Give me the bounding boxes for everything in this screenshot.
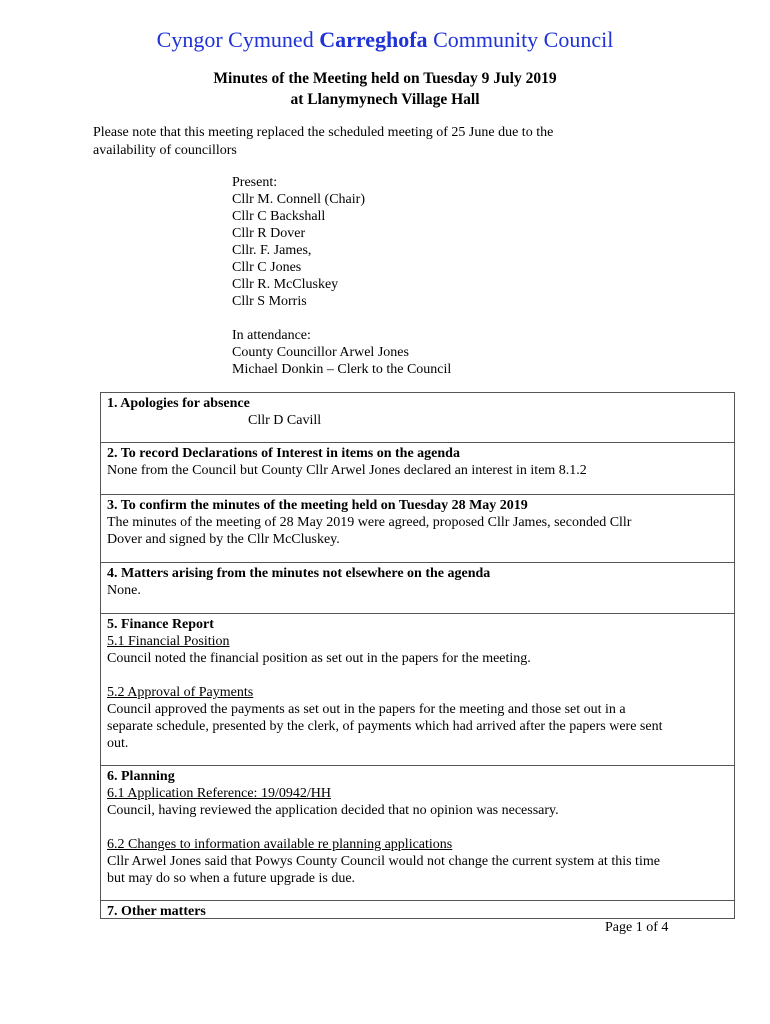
intro-note <box>93 124 653 160</box>
agenda-item-matters-arising <box>101 563 734 614</box>
apology-name: Cllr D Cavill <box>248 413 322 428</box>
present-member: Cllr M. Connell (Chair) <box>232 192 365 207</box>
present-label: Present: <box>232 175 278 190</box>
agenda-item-declarations <box>101 443 734 495</box>
meeting-heading-line2: at Llanymynech Village Hall <box>290 91 480 108</box>
agenda-item-text: Council noted the financial position as set out in the papers for the meeting. <box>107 651 531 666</box>
attendance-label: In attendance: <box>232 328 311 343</box>
agenda-item-heading: 6. Planning <box>107 769 175 784</box>
agenda-item-previous-minutes <box>101 495 734 563</box>
subsection-title <box>107 785 728 802</box>
present-member: Cllr R. McCluskey <box>232 277 339 292</box>
agenda-item-other-matters <box>101 901 734 919</box>
council-title-bold: Carreghofa <box>319 27 428 52</box>
subsection-title-text: 5.1 Financial Position <box>107 634 230 649</box>
present-member: Cllr C Backshall <box>232 209 326 224</box>
attendance-person: Michael Donkin – Clerk to the Council <box>232 362 452 377</box>
meeting-heading <box>0 68 770 110</box>
attendees-block <box>232 174 451 378</box>
spacer <box>107 819 728 836</box>
agenda-item-heading: 3. To confirm the minutes of the meeting held on Tuesday 28 May 2019 <box>107 498 528 513</box>
agenda-item-finance <box>101 614 734 766</box>
intro-note-line2: availability of councillors <box>93 143 237 158</box>
present-member: Cllr. F. James, <box>232 243 312 258</box>
agenda-item-apologies <box>101 393 734 443</box>
spacer <box>107 667 728 684</box>
subsection-title-text: 5.2 Approval of Payments <box>107 685 254 700</box>
agenda-item-heading: 4. Matters arising from the minutes not elsewhere on the agenda <box>107 566 491 581</box>
present-member: Cllr R Dover <box>232 226 306 241</box>
attendance-person: County Councillor Arwel Jones <box>232 345 409 360</box>
intro-note-line1: Please note that this meeting replaced the scheduled meeting of 25 June due to the <box>93 125 554 140</box>
agenda-item-text: None from the Council but County Cllr Arwel Jones declared an interest in item 8.1.2 <box>107 463 587 478</box>
agenda-item-text: The minutes of the meeting of 28 May 2019 were agreed, proposed Cllr James, seconded Cllr <box>107 515 632 530</box>
subsection-title <box>107 684 728 701</box>
subsection-title-text: 6.1 Application Reference: 19/0942/HH <box>107 786 331 801</box>
agenda-table <box>100 392 735 919</box>
present-member: Cllr S Morris <box>232 294 307 309</box>
agenda-item-text: Council, having reviewed the application decided that no opinion was necessary. <box>107 803 559 818</box>
agenda-item-heading: 2. To record Declarations of Interest in items on the agenda <box>107 446 460 461</box>
council-title-suffix: Community Council <box>427 27 614 52</box>
agenda-item-heading: 5. Finance Report <box>107 617 214 632</box>
agenda-item-planning <box>101 766 734 901</box>
agenda-item-text: out. <box>107 736 129 751</box>
council-title <box>0 26 770 54</box>
council-title-prefix: Cyngor Cymuned <box>156 27 320 52</box>
spacer <box>232 310 451 327</box>
agenda-item-text: Council approved the payments as set out in the papers for the meeting and those set out in a <box>107 702 626 717</box>
subsection-title <box>107 836 728 853</box>
agenda-item-text: but may do so when a future upgrade is due. <box>107 871 356 886</box>
agenda-item-text: Dover and signed by the Cllr McCluskey. <box>107 532 340 547</box>
page-number: Page 1 of 4 <box>605 920 669 935</box>
meeting-heading-line1: Minutes of the Meeting held on Tuesday 9 July 2019 <box>213 70 557 87</box>
agenda-item-text: None. <box>107 583 141 598</box>
agenda-item-text: Cllr Arwel Jones said that Powys County Council would not change the current system at this time <box>107 854 660 869</box>
agenda-item-heading: 1. Apologies for absence <box>107 396 250 411</box>
subsection-title-text: 6.2 Changes to information available re planning applications <box>107 837 453 852</box>
subsection-title <box>107 633 728 650</box>
agenda-item-heading: 7. Other matters <box>107 904 206 919</box>
agenda-item-text: separate schedule, presented by the clerk, of payments which had arrived after the papers were sent <box>107 719 663 734</box>
present-member: Cllr C Jones <box>232 260 302 275</box>
